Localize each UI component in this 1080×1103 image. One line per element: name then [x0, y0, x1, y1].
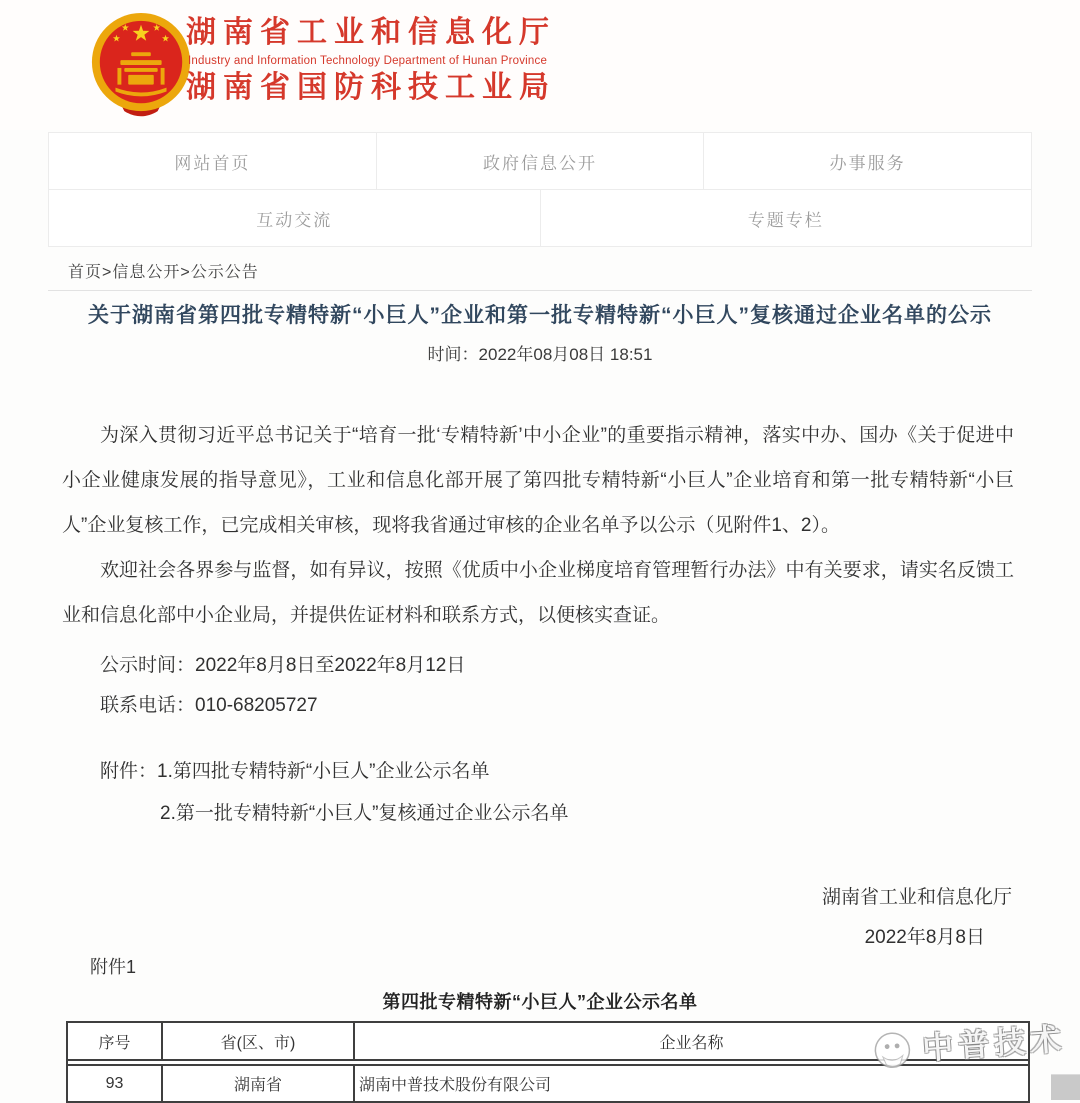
publish-time: 时间：2022年08月08日 18:51	[427, 345, 653, 364]
article-body	[62, 413, 1014, 834]
site-header	[0, 0, 1080, 130]
scrollbar-thumb[interactable]	[1051, 1074, 1080, 1100]
signature-date: 2022年8月8日	[864, 927, 985, 948]
attachments-block	[62, 752, 1014, 834]
article-title: 关于湖南省第四批专精特新“小巨人”企业和第一批专精特新“小巨人”复核通过企业名单的公示	[88, 304, 992, 327]
paragraph-1: 为深入贯彻习近平总书记关于“培育一批‘专精特新’中小企业”的重要指示精神，落实中办、国办《关于促进中小企业健康发展的指导意见》，工业和信息化部开展了第四批专精特新“小巨人”企业培育和第一批专精特新“小巨人”企业复核工作，已完成相关审核，现将我省通过审核的企业名单予以公示（见附件1、2）。	[62, 425, 1014, 536]
enterprise-table	[66, 1021, 1030, 1103]
table-title: 第四批专精特新“小巨人”企业公示名单	[382, 992, 698, 1012]
header-cell-province: 省(区、市)	[163, 1023, 355, 1059]
table-row	[68, 1064, 1028, 1101]
header-cell-index: 序号	[68, 1023, 163, 1059]
main-nav	[48, 132, 1032, 247]
cell-province: 湖南省	[163, 1066, 355, 1101]
signature-organization: 湖南省工业和信息化厅	[821, 887, 1012, 908]
nav-item-gov-info[interactable]: 政府信息公开	[377, 133, 704, 189]
nav-item-services[interactable]: 办事服务	[704, 133, 1031, 189]
contact-phone: 联系电话：010-68205727	[100, 695, 318, 716]
cell-company: 湖南中普技术股份有限公司	[359, 1077, 552, 1094]
attachment-link-2: 2.第一批专精特新“小巨人”复核通过企业公示名单	[160, 803, 569, 824]
nav-item-special-columns[interactable]: 专题专栏	[541, 190, 1032, 246]
national-emblem-icon	[88, 11, 194, 119]
org-name-line1: 湖南省工业和信息化厅	[186, 16, 556, 49]
breadcrumb[interactable]: 首页>信息公开>公示公告	[68, 264, 259, 281]
cell-index: 93	[68, 1066, 163, 1101]
watermark-text: 中普技术	[921, 1020, 1068, 1066]
nav-item-home[interactable]: 网站首页	[49, 133, 376, 189]
org-name-line2: 湖南省国防科技工业局	[186, 71, 556, 104]
header-cell-company: 企业名称	[659, 1034, 724, 1052]
table-header-row	[68, 1023, 1028, 1061]
nav-row-1	[49, 133, 1031, 189]
notice-period: 公示时间：2022年8月8日至2022年8月12日	[100, 655, 466, 676]
org-name-english: Industry and Information Technology Department of Hunan Province	[188, 55, 548, 67]
attachment1-label: 附件1	[90, 957, 137, 977]
site-masthead	[186, 15, 556, 106]
attachment-link-1: 附件：1.第四批专精特新“小巨人”企业公示名单	[100, 761, 490, 782]
nav-row-2	[49, 190, 1031, 246]
breadcrumb-divider	[48, 290, 1032, 291]
nav-item-interaction[interactable]: 互动交流	[49, 190, 540, 246]
paragraph-2: 欢迎社会各界参与监督，如有异议，按照《优质中小企业梯度培育管理暂行办法》中有关要求，请实名反馈工业和信息化部中小企业局，并提供佐证材料和联系方式，以便核实查证。	[62, 560, 1014, 626]
